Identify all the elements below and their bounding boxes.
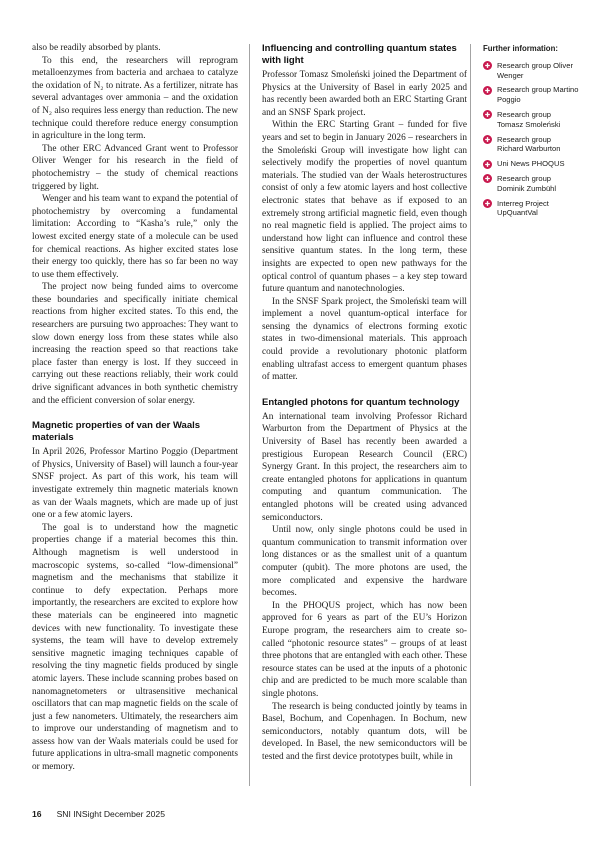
further-info-link-richard-warburton[interactable] — [483, 135, 579, 155]
section-heading: Entangled photons for quantum technology — [262, 396, 460, 408]
paragraph: In April 2026, Professor Martino Poggio (Department of Physics, University of Basel) will launch a four-year SNSF project. As part of this work, his team will investigate extremely thin magnetic materials known as van der Waals magnets, which are made up of just one or a few atomic layers. — [32, 447, 238, 521]
paragraph: The goal is to understand how the magnetic properties change if a material becomes this thin. Although magnetism is well understood in macroscopic systems, so-called “low-dimensional” magnetism and the mechanisms that stabilize it continue to defy expectation. Perhaps more importantly, the researchers are excited to explore how these materials can be engineered into magnetic devices with new functionality. To investigate these systems, the team will have to develop extremely sensitive magnetic imaging techniques capable of resolving the tiny magnetic fields produced by single atomic layers. These include scanning probes based on nanomagnetometers or ultrasensitive mechanical oscillators that can map magnetic fields on the scale of just a few nanometers. Ultimately, the researchers aim to improve our understanding of magnetism and to assess how van der Waals materials could be used for future applications in ultra-small magnetic components or memory. — [32, 522, 238, 773]
paragraph: In the PHOQUS project, which has now been approved for 6 years as part of the EU’s Horizon Europe program, the researchers aim to create so-called “photonic resource states” – groups of at least three photons that are entangled with each other. These resource states can be used at the inputs of a photonic chip and are predicted to be much more scalable than single photons. — [262, 600, 467, 699]
link-label: Research group Tomasz Smoleński — [497, 109, 561, 129]
plus-icon — [483, 61, 492, 70]
paragraph: An international team involving Professor Richard Warburton from the Department of Physics at the University of Basel has recently been awarded a prestigious European Research Council (ERC) Synergy Grant. In this project, the researchers aim to create entangled photons for applications in quantum computing and quantum communication. The entangled photons will be created using advanced semiconductors. — [262, 411, 467, 523]
further-info-link-martino-poggio[interactable] — [483, 85, 579, 105]
column-divider — [470, 44, 471, 786]
further-info-link-oliver-wenger[interactable] — [483, 61, 579, 81]
paragraph: The other ERC Advanced Grant went to Professor Oliver Wenger for his research in the field of photochemistry – the study of chemical reactions triggered by light. — [32, 143, 238, 192]
page-footer — [32, 809, 165, 819]
left-column — [32, 42, 238, 774]
paragraph: Professor Tomasz Smoleński joined the Department of Physics at the University of Basel in early 2025 and has recently been awarded both an ERC Starting Grant and an SNSF Spark project. — [262, 70, 467, 118]
link-label: Research group Martino Poggio — [497, 85, 579, 105]
link-label: Research group Richard Warburton — [497, 134, 561, 154]
plus-icon — [483, 160, 492, 169]
further-info-link-tomasz-smolenski[interactable] — [483, 110, 579, 130]
publication-name: SNI INSight December 2025 — [56, 809, 165, 819]
page-number: 16 — [32, 809, 42, 819]
link-label: Research group Dominik Zumbühl — [497, 173, 557, 193]
link-label: Research group Oliver Wenger — [497, 60, 573, 80]
link-label: Uni News PHOQUS — [497, 159, 565, 169]
further-info-link-upquantval[interactable] — [483, 199, 579, 219]
plus-icon — [483, 110, 492, 119]
column-divider — [249, 44, 250, 786]
plus-icon — [483, 86, 492, 95]
paragraph: The research is being conducted jointly by teams in Basel, Bochum, and Copenhagen. In Bochum, new semiconductors, notably quantum dots, will be developed. In Basel, the new semiconductors will be tested and the first device prototypes built, while in — [262, 701, 467, 762]
section-heading: Magnetic properties of van der Waals materials — [32, 420, 201, 444]
paragraph: To this end, the researchers will reprogram metalloenzymes from bacteria and archaea to catalyze the oxidation of N₂ to nitrate. As a fertilizer, nitrate has several advantages over ammonia – and the oxidation of N₂ also requires less energy than reduction. The new technique could therefore reduce energy consumption in agriculture in the long term. — [32, 55, 238, 142]
plus-icon — [483, 199, 492, 208]
further-information-sidebar — [483, 44, 579, 223]
paragraph: Within the ERC Starting Grant – funded for five years and set to begin in January 2026 – researchers in the Smoleński Group will investigate how light can selectively modify the properties of novel quantum materials. The studied van der Waals heterostructures consist of only a few atomic layers and host collective electronic states that behave as if exposed to an extremely strong artificial magnetic field, even though no real magnetic field is applied. The project aims to understand how light can influence and control these sensitive quantum states. In the long term, these insights are expected to open new pathways for the optical control of quantum phases – a key step toward future quantum and nanotechnologies. — [262, 120, 467, 295]
plus-icon — [483, 174, 492, 183]
plus-icon — [483, 135, 492, 144]
section-heading: Influencing and controlling quantum states with light — [262, 43, 457, 66]
paragraph: The project now being funded aims to overcome these boundaries and specifically initiate chemical reactions from higher excited states. To this end, the researchers are pursuing two approaches: They want to slow down energy loss from these states while also increasing the reaction speed so that reactions take place faster than energy is lost. If they succeed in carrying out these reactions reliably, their work could drive significant advances in both synthetic chemistry and the efficient conversion of solar energy. — [32, 282, 238, 406]
further-info-link-uni-news-phoqus[interactable] — [483, 159, 579, 169]
sidebar-heading: Further information: — [483, 44, 558, 53]
further-info-link-dominik-zumbuhl[interactable] — [483, 174, 579, 194]
paragraph: Until now, only single photons could be used in quantum communication to transmit information over long distances or as the smallest unit of a quantum computer (qubit). The more photons are used, the more complicated and expensive the hardware becomes. — [262, 525, 467, 599]
middle-column — [262, 42, 467, 763]
link-label: Interreg Project UpQuantVal — [497, 198, 549, 218]
paragraph: Wenger and his team want to expand the potential of photochemistry by overcoming a fundamental limitation: According to “Kasha’s rule,” only the lowest excited energy state of a molecule can be used for chemical reactions. As higher excited states lose their energy too quickly, there has so far been no way to use them effectively. — [32, 194, 238, 280]
paragraph: also be readily absorbed by plants. — [32, 43, 161, 53]
paragraph: In the SNSF Spark project, the Smoleński team will implement a novel quantum-optical interface for sensing the dynamics of electrons forming exotic states in two-dimensional materials. This approach could provide a revolutionary photonic platform enabling ultrafast access to emergent quantum phases of matter. — [262, 296, 467, 383]
